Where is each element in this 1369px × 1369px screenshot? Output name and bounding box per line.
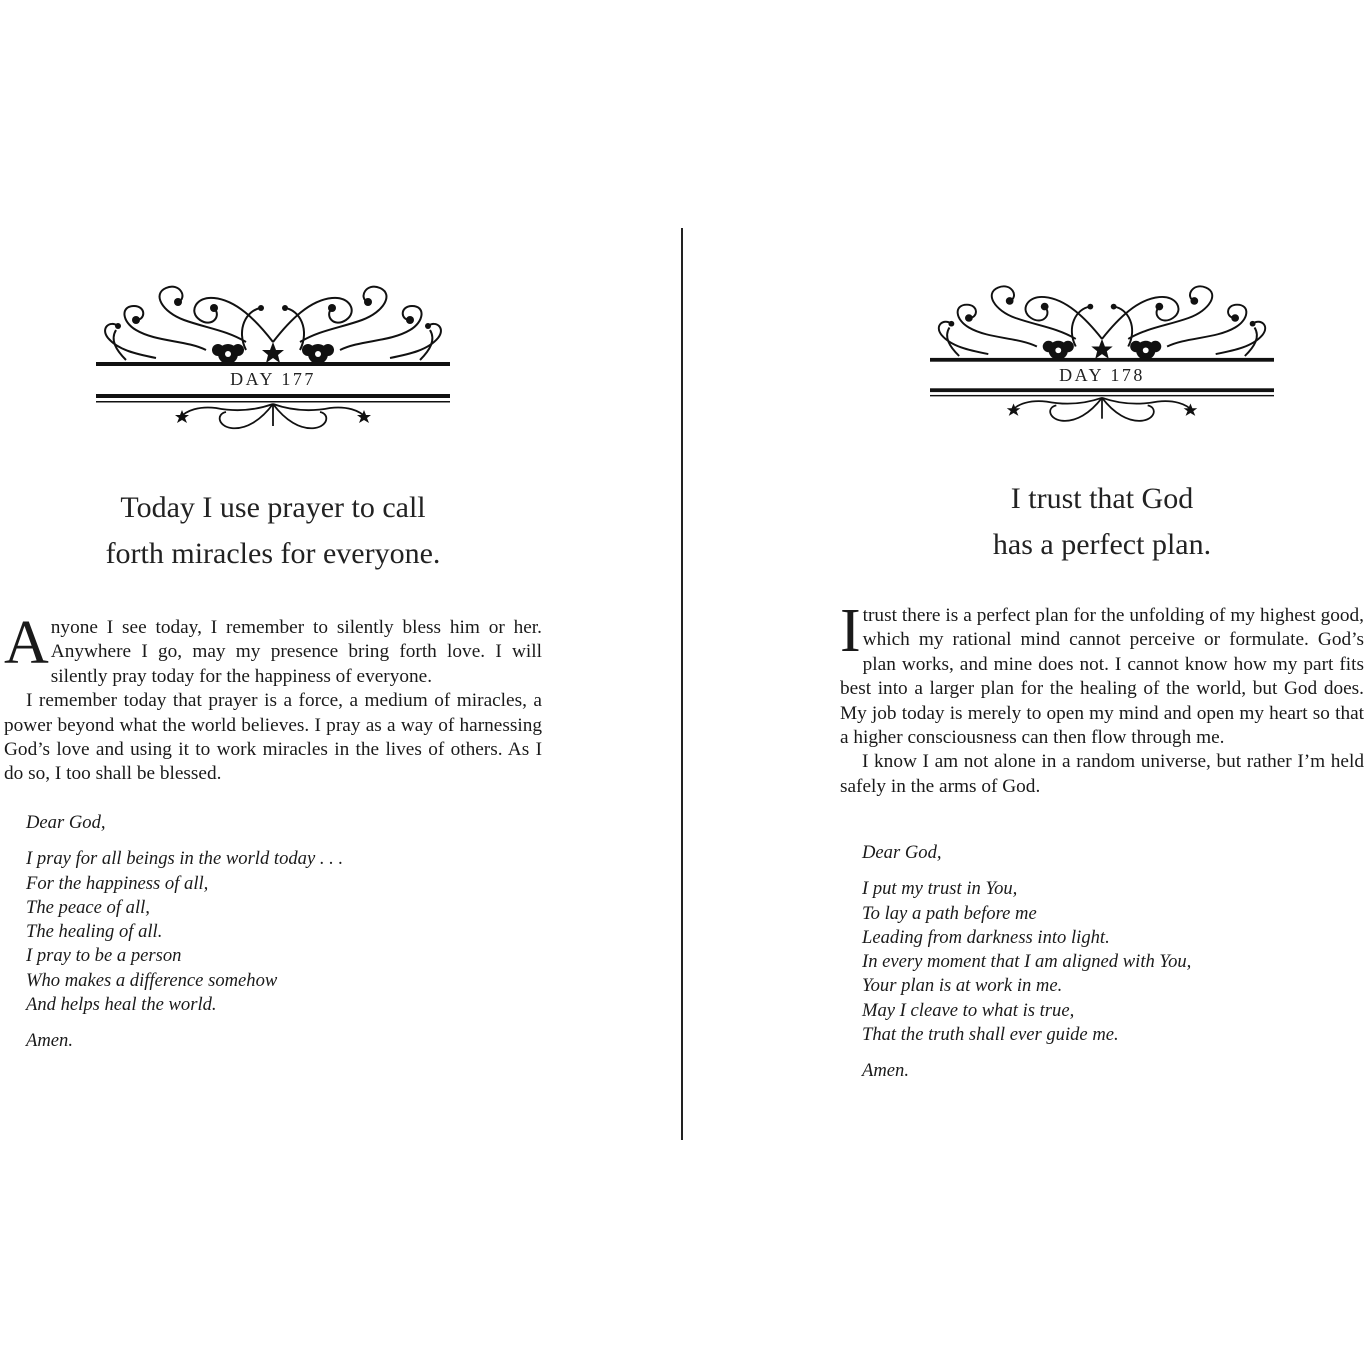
body-paragraph xyxy=(4,609,542,689)
body-paragraph: I remember today that prayer is a force, a medium of miracles, a power beyond what the world believes. I pray as a way of harnessing God’s love and using it to work miracles in the lives of others. As I do so, I too shall be blessed. xyxy=(4,690,542,785)
prayer-line: I pray to be a person xyxy=(26,945,182,967)
prayer-line: To lay a path before me xyxy=(862,902,1037,924)
day-label: DAY 177 xyxy=(230,369,316,389)
page-gutter-line xyxy=(681,228,683,1140)
prayer-line: And helps heal the world. xyxy=(26,994,217,1016)
prayer-line: In every moment that I am aligned with You, xyxy=(862,951,1192,973)
affirmation-line: forth miracles for everyone. xyxy=(105,537,441,570)
affirmation-line: I trust that God xyxy=(1010,482,1194,515)
paragraph-text: trust there is a perfect plan for the unfolding of my highest good, which my rational mind cannot perceive or formulate. God’s plan works, and mine does not. I cannot know how my part fits best into a larger plan for the healing of the world, but God does. My job today is merely to open my mind and open my heart so that a higher consciousness can then flow through me. xyxy=(840,605,1364,749)
day-label: DAY 178 xyxy=(1059,365,1145,385)
prayer-line: The peace of all, xyxy=(26,896,150,918)
prayer-closing: Amen. xyxy=(26,1030,73,1052)
affirmation-line: has a perfect plan. xyxy=(992,528,1212,561)
body-text xyxy=(4,609,542,787)
body-paragraph: I know I am not alone in a random universe, but rather I’m held safely in the arms of God. xyxy=(840,751,1364,797)
affirmation-line: Today I use prayer to call xyxy=(120,491,426,524)
body-paragraph xyxy=(840,597,1364,750)
prayer-line: I pray for all beings in the world today . . . xyxy=(26,848,344,870)
ornament-drawing xyxy=(930,280,1274,432)
ornament-drawing xyxy=(96,280,450,440)
drop-cap: I xyxy=(840,597,861,665)
paragraph-text: nyone I see today, I remember to silently bless him or her. Anywhere I go, may my presence bring forth love. I will silently pray today for the happiness of everyone. xyxy=(50,617,542,687)
prayer-line: That the truth shall ever guide me. xyxy=(862,1024,1119,1046)
prayer-closing: Amen. xyxy=(862,1060,909,1082)
flourish-ornament-icon xyxy=(96,280,450,440)
prayer-salutation: Dear God, xyxy=(26,812,106,833)
drop-cap: A xyxy=(4,609,49,677)
prayer-line: The healing of all. xyxy=(26,921,163,943)
prayer-line: Who makes a difference somehow xyxy=(26,969,278,991)
prayer-line: I put my trust in You, xyxy=(862,878,1018,900)
prayer-line: For the happiness of all, xyxy=(26,872,209,894)
daily-affirmation xyxy=(840,476,1364,568)
prayer-line: May I cleave to what is true, xyxy=(862,999,1075,1021)
daily-affirmation xyxy=(4,485,542,577)
prayer xyxy=(26,811,343,1054)
flourish-ornament-icon xyxy=(930,280,1274,432)
prayer-line: Leading from darkness into light. xyxy=(862,926,1110,948)
prayer xyxy=(862,841,1191,1084)
prayer-line: Your plan is at work in me. xyxy=(862,975,1063,997)
prayer-salutation: Dear God, xyxy=(862,842,942,863)
body-text xyxy=(840,597,1364,799)
